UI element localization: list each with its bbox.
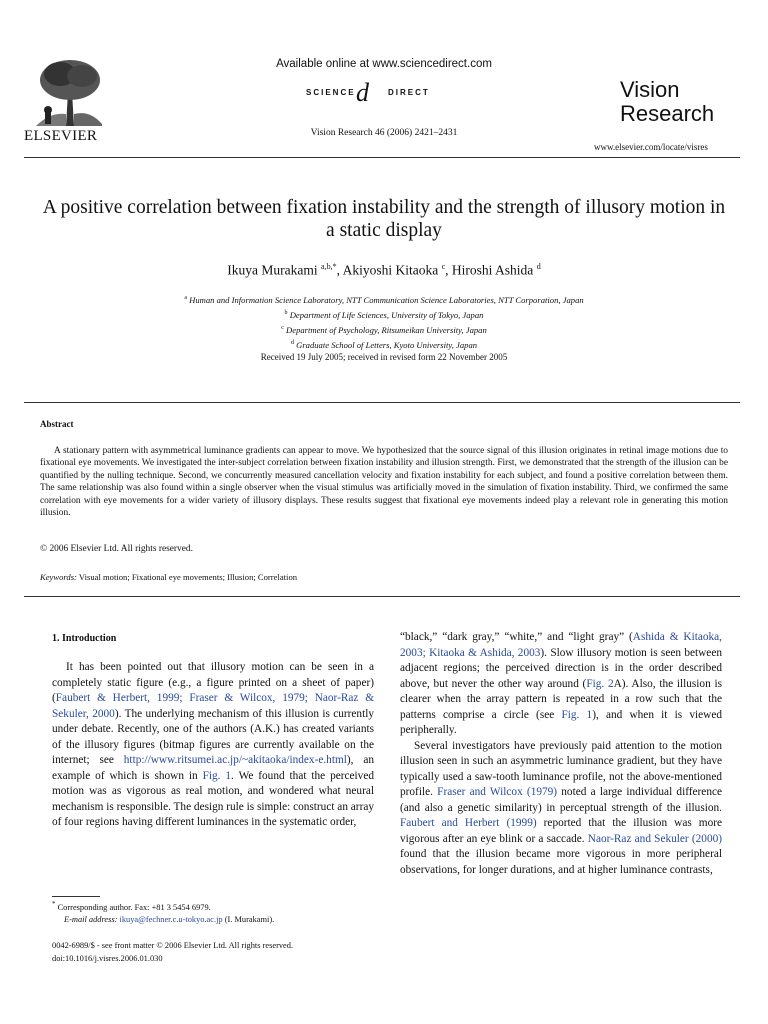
affiliation-sup: c: [281, 324, 284, 331]
journal-name: [620, 78, 714, 126]
doi-line[interactable]: doi:10.1016/j.visres.2006.01.030: [52, 953, 163, 963]
citation-link[interactable]: Naor-Raz and Sekuler (2000): [587, 832, 723, 845]
author-sup: c: [441, 262, 446, 271]
front-matter: [52, 940, 293, 965]
column-right: [400, 630, 722, 878]
author-sup: d: [536, 262, 541, 271]
email-label: E-mail address:: [64, 914, 118, 924]
affiliation-item: [0, 307, 768, 322]
section-heading: 1. Introduction: [52, 633, 117, 644]
figure-link[interactable]: Fig. 1: [561, 708, 593, 721]
journal-name-line1: Vision: [620, 77, 680, 102]
abstract-bottom-rule: [24, 596, 740, 597]
author-name: Ikuya Murakami: [227, 262, 318, 278]
affiliation-item: [0, 322, 768, 337]
affiliation-sup: d: [290, 339, 294, 346]
abstract-heading: Abstract: [40, 419, 74, 429]
continued-paragraph: “black,” “dark gray,” “white,” and “light gray” (Ashida & Kitaoka, 2003; Kitaoka & Ashida, 2003). Slow illusory motion is seen between adjacent regions; the perceived direction is in the order described above, but never the other way around (Fig. 2A). Also, the illusion is clearer when the array pattern is repeated in a row such that the patterns comprise a circle (see Fig. 1), and when it is viewed peripherally.: [400, 631, 722, 736]
affiliation-text: Graduate School of Letters, Kyoto University, Japan: [296, 339, 478, 350]
email-link[interactable]: ikuya@fechner.c.u-tokyo.ac.jp: [119, 914, 223, 924]
sd-right-text: DIRECT: [388, 88, 430, 97]
author-list: Ikuya Murakami $^{a,b,*}$, Akiyoshi Kitaoka $^c$, Hiroshi Ashida $^d$: [227, 262, 541, 278]
keywords-label: Keywords:: [40, 572, 77, 582]
citation-link[interactable]: Faubert and Herbert (1999): [400, 817, 537, 829]
sd-mark-icon: d: [356, 78, 369, 107]
sciencedirect-logo: [300, 80, 490, 106]
body-paragraph: Several investigators have previously paid attention to the motion illusion seen in such an asymmetric luminance gradient, but they have typically used a saw-tooth luminance profile, not the above-mentioned profile. Fraser and Wilcox (1979) noted a large individual difference (and also a genetic similarity) in perceptual strength of the illusion. Faubert and Herbert (1999) reported that the illusion was more vigorous after an eye blink or a saccade. Naor-Raz and Sekuler (2000) found that the illusion became more vigorous in more peripheral observations, for longer durations, and at higher luminance contrasts,: [400, 739, 723, 876]
keywords-line: [40, 572, 297, 582]
affiliation-item: [0, 337, 768, 352]
affiliation-sup: a: [184, 295, 187, 301]
column-left: [52, 660, 374, 831]
affiliation-text: Department of Life Sciences, University of Tokyo, Japan: [289, 309, 484, 320]
url-link[interactable]: http://www.ritsumei.ac.jp/~akitaoka/index-e.html: [123, 754, 347, 766]
affiliation-sup: b: [284, 309, 288, 316]
email-line: [52, 914, 274, 926]
corresponding-author-note: [52, 898, 274, 914]
abstract-paragraph: A stationary pattern with asymmetrical luminance gradients can appear to move. We hypothesized that the source signal of this illusion originates in retinal image motions due to fixational eye movements. We investigated the inter-subject correlation between fixation instability and illusion strength. First, we demonstrated that the strength of the illusion can be quantified by the nulling technique. Second, we concurrently measured cancellation velocity and fixation instability for each subject, and found a positive correlation between them. The same relationship was also found within a single observer when the visual stimulus was artificially moved in the simulation of fixation instability. Third, we confirmed the same correlation with eye movements for a wider variety of illusory displays. These results suggest that fixational eye movements indeed play a relevant role in generating this motion illusion.: [40, 446, 728, 519]
journal-name-line2: Research: [620, 101, 715, 126]
publisher-name: ELSEVIER: [24, 128, 98, 144]
figure-link[interactable]: Fig. 2: [586, 677, 614, 690]
citation-link[interactable]: Ashida & Kitaoka, 2003; Kitaoka & Ashida, 2003: [400, 631, 722, 659]
corresponding-text: Corresponding author. Fax: +81 3 5454 6979.: [57, 902, 211, 912]
footnote-star: *: [52, 900, 56, 908]
keywords-text: Visual motion; Fixational eye movements; Illusion; Correlation: [78, 572, 298, 582]
header-rule: [24, 157, 740, 158]
issn-line: 0042-6989/$ - see front matter © 2006 Elsevier Ltd. All rights reserved.: [52, 941, 294, 950]
received-dates: Received 19 July 2005; received in revised form 22 November 2005: [260, 352, 508, 362]
journal-citation: Vision Research 46 (2006) 2421–2431: [310, 128, 458, 138]
figure-link[interactable]: Fig. 1: [202, 769, 232, 782]
article-title: A positive correlation between fixation instability and the strength of illusory motion in a static display: [42, 197, 726, 241]
abstract-body: [40, 445, 728, 519]
available-online-line[interactable]: Available online at www.sciencedirect.com: [276, 58, 492, 70]
affiliation-item: [0, 292, 768, 307]
footnote: [52, 898, 274, 926]
citation-link[interactable]: Faubert & Herbert, 1999; Fraser & Wilcox, 1979; Naor-Raz & Sekuler, 2000: [52, 692, 374, 720]
affiliation-text: Department of Psychology, Ritsumeikan University, Japan: [286, 324, 487, 335]
citation-link[interactable]: Fraser and Wilcox (1979): [437, 786, 558, 798]
author-name: Hiroshi Ashida: [451, 262, 534, 278]
journal-url[interactable]: www.elsevier.com/locate/visres: [594, 142, 708, 152]
affiliation-text: Human and Information Science Laboratory, NTT Communication Science Laboratories, NTT Corporation, Japan: [189, 294, 584, 305]
footnote-rule: [52, 896, 100, 897]
abstract-top-rule: [24, 402, 740, 403]
author-sup: a,b,*: [321, 262, 337, 271]
sd-left-text: SCIENCE: [306, 88, 356, 97]
email-after: (I. Murakami).: [224, 914, 275, 924]
intro-paragraph: It has been pointed out that illusory motion can be seen in a completely static figure (e.g., a figure printed on a sheet of paper) (Faubert & Herbert, 1999; Fraser & Wilcox, 1979; Naor-Raz & Sekuler, 2000). The underlying mechanism of this illusion is currently under debate. Recently, one of the authors (A.K.) has created variants of the illusory figures (bitmap figures are currently available on the internet; see http://www.ritsumei.ac.jp/~akitaoka/index-e.html), an example of which is shown in Fig. 1. We found that the perceived motion was as vigorous as real motion, and wondered what neural mechanism is responsible. The design rule is simple: construct an array of four regions having different luminances in the systematic order,: [52, 661, 374, 828]
abstract-copyright: © 2006 Elsevier Ltd. All rights reserved.: [40, 544, 193, 554]
affiliations: [0, 292, 768, 351]
author-name: Akiyoshi Kitaoka: [342, 262, 439, 278]
